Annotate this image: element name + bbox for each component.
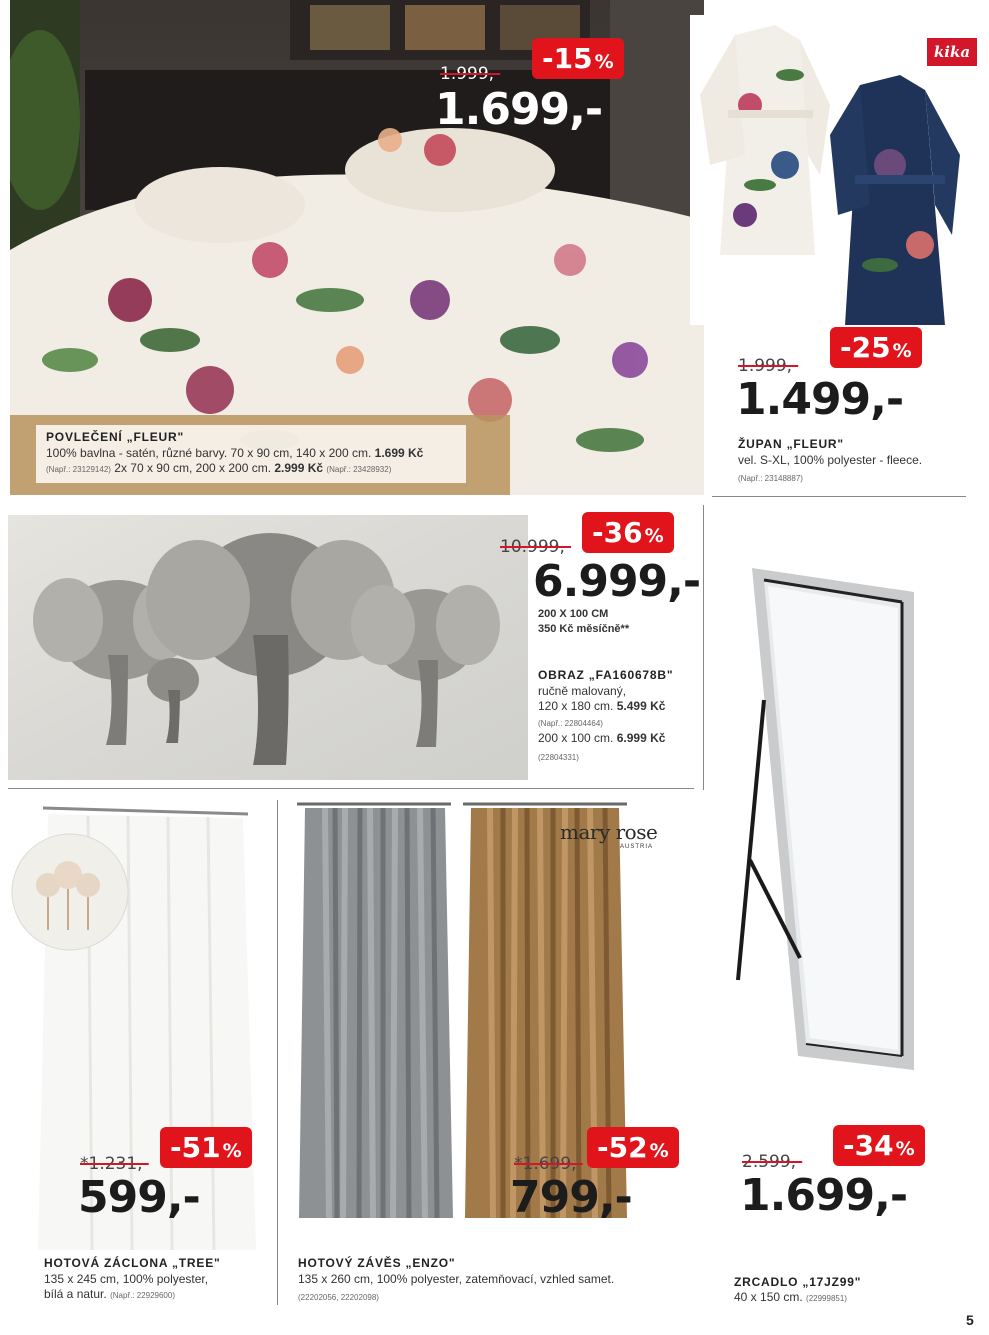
sheer-price: 599,- [78, 1172, 200, 1223]
divider-vertical-right [703, 505, 704, 790]
robe-discount: -25 [840, 331, 891, 364]
bedding-discount: -15 [542, 42, 593, 75]
mirror-price: 1.699,- [740, 1170, 908, 1221]
painting-discount-unit: % [644, 525, 664, 547]
mirror-old-price: 2.599,- [742, 1152, 803, 1172]
kika-logo[interactable] [927, 38, 977, 66]
sheer-desc-line2 [44, 1287, 175, 1303]
page-number: 5 [966, 1312, 974, 1328]
bedding-desc-line1 [46, 446, 423, 461]
painting-desc2: 120 x 180 cm. [538, 699, 614, 713]
robe-title: ŽUPAN „FLEUR" [738, 437, 844, 451]
bedding-discount-unit: % [594, 51, 614, 73]
painting-desc-line3 [538, 731, 665, 746]
mirror-title: ZRCADLO „17JZ99" [734, 1275, 862, 1289]
painting-monthly: 350 Kč měsíčně** [538, 623, 630, 635]
sheer-desc1: 135 x 245 cm, 100% polyester, [44, 1272, 209, 1286]
painting-desc2-price: 5.499 Kč [616, 699, 666, 713]
curtain-desc: 135 x 260 cm, 100% polyester, zatemňovací, vzhled samet. [298, 1272, 615, 1286]
robe-old-price: 1.999,- [738, 356, 799, 376]
divider-robe-bottom [712, 496, 966, 497]
painting-title: OBRAZ „FA160678B" [538, 668, 674, 682]
bedding-price: 1.699,- [435, 84, 603, 135]
painting-code1: (Např.: 22804464) [538, 719, 603, 728]
bedding-code1: (Např.: 23129142) [46, 465, 111, 474]
bedding-desc2: 2x 70 x 90 cm, 200 x 200 cm. [114, 461, 272, 475]
painting-size-main: 200 X 100 CM [538, 608, 609, 620]
painting-discount: -36 [592, 516, 643, 549]
sheer-desc2: bílá a natur. [44, 1287, 107, 1301]
sheer-title: HOTOVÁ ZÁCLONA „TREE" [44, 1256, 221, 1270]
sheer-old-price: *1.231,- [80, 1154, 149, 1174]
painting-discount-badge [582, 512, 674, 553]
mary-rose-logo [560, 820, 657, 850]
mirror-code: (22999851) [806, 1294, 847, 1303]
curtain-code: (22202056, 22202098) [298, 1293, 379, 1302]
bedding-desc1-price: 1.699 Kč [374, 446, 424, 460]
bedding-desc2-price: 2.999 Kč [274, 461, 324, 475]
mirror-discount: -34 [843, 1129, 894, 1162]
mirror-desc-line [734, 1290, 847, 1306]
bedding-discount-badge [532, 38, 624, 79]
curtain-old-price: *1.699,- [514, 1154, 583, 1174]
curtain-discount-unit: % [649, 1140, 669, 1162]
bedding-title: POVLEČENÍ „FLEUR" [46, 430, 184, 444]
mary-rose-brand: mary rose [560, 820, 658, 844]
bedding-code2: (Např.: 23428932) [326, 465, 392, 474]
robe-discount-badge [830, 327, 922, 368]
bedding-desc-line2 [46, 461, 391, 477]
mary-rose-sub: AUSTRIA [620, 844, 654, 850]
painting-desc3-price: 6.999 Kč [616, 731, 666, 745]
painting-code2: (22804331) [538, 753, 579, 762]
bedding-old-price: 1.999,- [440, 64, 501, 84]
mirror-discount-badge [833, 1125, 925, 1166]
robe-desc: vel. S-XL, 100% polyester - fleece. [738, 453, 923, 467]
painting-old-price: 10.999,- [500, 537, 572, 557]
sheer-code: (Např.: 22929600) [110, 1291, 175, 1300]
robe-discount-unit: % [892, 340, 912, 362]
painting-desc1: ručně malovaný, [538, 684, 627, 698]
painting-desc3: 200 x 100 cm. [538, 731, 614, 745]
sheer-discount: -51 [170, 1131, 221, 1164]
elephant-painting [8, 515, 528, 780]
painting-price: 6.999,- [533, 556, 701, 607]
kika-logo-text: kika [933, 43, 971, 61]
curtain-price: 799,- [510, 1172, 632, 1223]
robe-code: (Např.: 23148887) [738, 474, 803, 483]
curtain-discount-badge [587, 1127, 679, 1168]
sheer-discount-badge [160, 1127, 252, 1168]
mirror-photo [730, 560, 930, 1080]
bedding-desc1: 100% bavlna - satén, různé barvy. 70 x 90 cm, 140 x 200 cm. [46, 446, 372, 460]
mirror-desc: 40 x 150 cm. [734, 1290, 803, 1304]
curtain-discount: -52 [597, 1131, 648, 1164]
divider-mid [8, 788, 694, 789]
sheer-discount-unit: % [222, 1140, 242, 1162]
mirror-discount-unit: % [895, 1138, 915, 1160]
curtain-title: HOTOVÝ ZÁVĚS „ENZO" [298, 1256, 456, 1270]
robe-price: 1.499,- [736, 374, 904, 425]
divider-sheer-curtain [277, 800, 278, 1305]
painting-desc-line2 [538, 699, 665, 714]
